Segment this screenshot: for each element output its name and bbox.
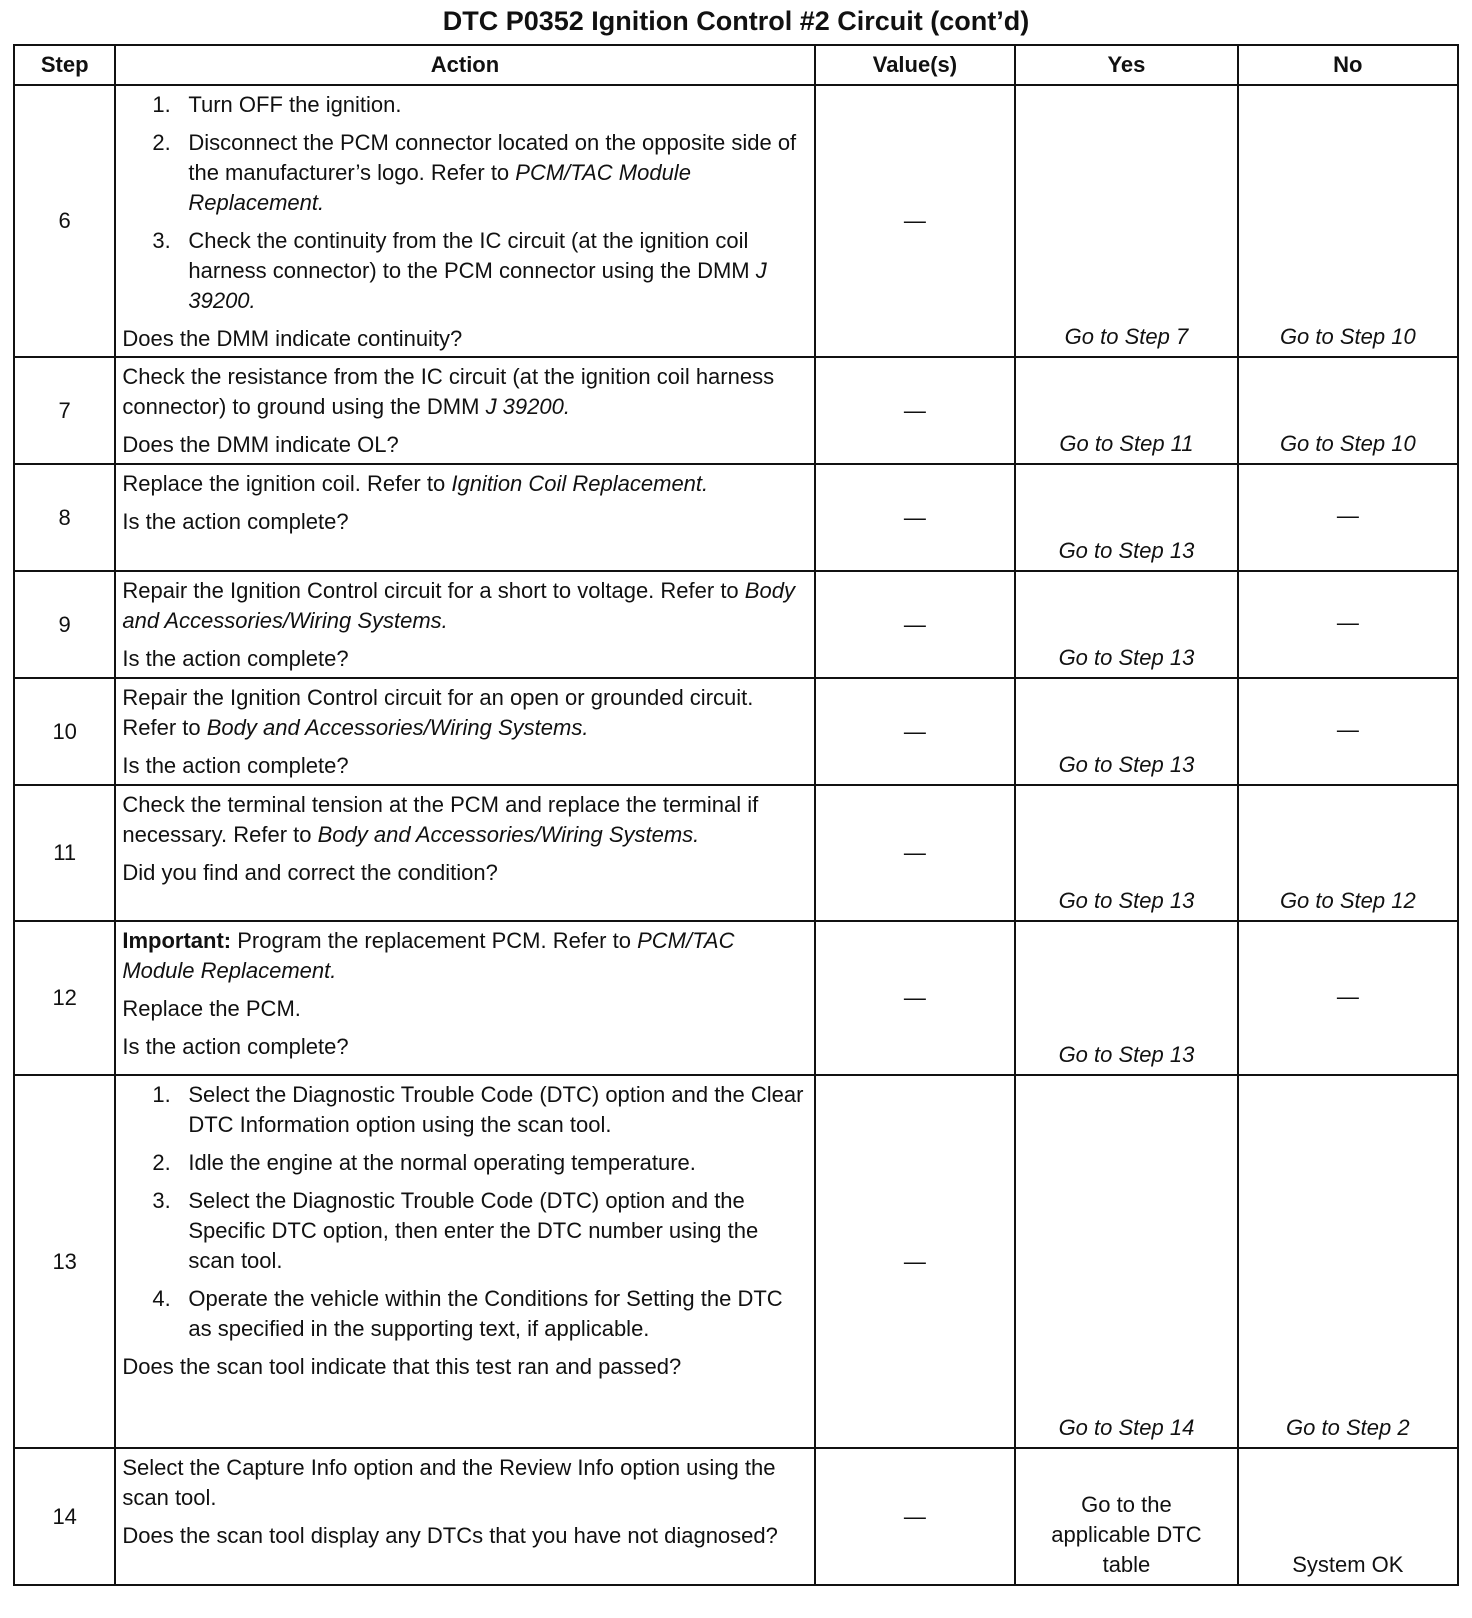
action-cell: Replace the ignition coil. Refer to Ignition Coil Replacement. Is the action complete? — [115, 464, 814, 571]
question-text: Does the scan tool indicate that this test ran and passed? — [122, 1354, 682, 1379]
list-item: 2. Disconnect the PCM connector located on the opposite side of the manufacturer’s logo. Refer to PCM/TAC Module Replacement. — [152, 130, 797, 215]
value-cell: — — [815, 85, 1016, 357]
header-row — [14, 45, 1458, 85]
question-text: Does the DMM indicate continuity? — [122, 326, 463, 351]
table-row — [14, 464, 1458, 571]
step-number: 7 — [14, 357, 115, 464]
reference-text: Body and Accessories/Wiring Systems. — [122, 578, 795, 633]
reference-text: PCM/TAC Module Replacement. — [188, 160, 691, 215]
header-yes: Yes — [1015, 45, 1237, 85]
value-cell: — — [815, 571, 1016, 678]
action-cell — [115, 1075, 814, 1448]
table-row — [14, 571, 1458, 678]
question-text: Is the action complete? — [122, 509, 349, 534]
step-number: 10 — [14, 678, 115, 785]
value-cell: — — [815, 1448, 1016, 1585]
action-cell: Repair the Ignition Control circuit for an open or grounded circuit. Refer to Body and Accessories/Wiring Systems. Is the action complete? — [115, 678, 814, 785]
list-item: 2. Idle the engine at the normal operating temperature. — [152, 1150, 696, 1175]
action-cell: Important: Program the replacement PCM. Refer to PCM/TAC Module Replacement. Replace the PCM. Is the action complete? — [115, 921, 814, 1075]
no-cell: — — [1238, 921, 1458, 1075]
header-action: Action — [115, 45, 814, 85]
no-cell: Go to Step 12 — [1238, 785, 1458, 921]
list-item: 3. Select the Diagnostic Trouble Code (DTC) option and the Specific DTC option, then enter the DTC number using the scan tool. — [152, 1188, 759, 1273]
header-step: Step — [14, 45, 115, 85]
table-row — [14, 921, 1458, 1075]
important-label: Important: — [122, 928, 232, 953]
reference-text: Body and Accessories/Wiring Systems. — [206, 715, 589, 740]
reference-text: Body and Accessories/Wiring Systems. — [317, 822, 700, 847]
reference-text: PCM/TAC Module Replacement. — [122, 928, 735, 983]
no-cell: Go to Step 2 — [1238, 1075, 1458, 1448]
yes-cell: Go to Step 11 — [1015, 357, 1237, 464]
action-cell: Check the resistance from the IC circuit (at the ignition coil harness connector) to ground using the DMM J 39200. Does the DMM indicate OL? — [115, 357, 814, 464]
yes-cell: Go to Step 13 — [1015, 464, 1237, 571]
question-text: Did you find and correct the condition? — [122, 860, 498, 885]
value-cell: — — [815, 678, 1016, 785]
action-cell: Repair the Ignition Control circuit for a short to voltage. Refer to Body and Accessories/Wiring Systems. Is the action complete? — [115, 571, 814, 678]
diagnostic-table — [13, 44, 1459, 1586]
step-number: 6 — [14, 85, 115, 357]
step-number: 14 — [14, 1448, 115, 1585]
table-row — [14, 785, 1458, 921]
table-row — [14, 1448, 1458, 1585]
action-cell: Select the Capture Info option and the Review Info option using the scan tool. Does the scan tool display any DTCs that you have not diagnosed? — [115, 1448, 814, 1585]
yes-cell: Go to Step 14 — [1015, 1075, 1237, 1448]
question-text: Is the action complete? — [122, 753, 349, 778]
no-cell: Go to Step 10 — [1238, 85, 1458, 357]
reference-text: Ignition Coil Replacement. — [451, 471, 709, 496]
no-cell: Go to Step 10 — [1238, 357, 1458, 464]
step-number: 9 — [14, 571, 115, 678]
action-cell — [115, 85, 814, 357]
table-row — [14, 1075, 1458, 1448]
action-cell: Check the terminal tension at the PCM and replace the terminal if necessary. Refer to Body and Accessories/Wiring Systems. Did you find and correct the condition? — [115, 785, 814, 921]
no-cell: System OK — [1238, 1448, 1458, 1585]
value-cell: — — [815, 357, 1016, 464]
reference-text: J 39200. — [485, 394, 570, 419]
no-cell: — — [1238, 571, 1458, 678]
yes-cell: Go to Step 13 — [1015, 785, 1237, 921]
header-values: Value(s) — [815, 45, 1016, 85]
list-item: 3. Check the continuity from the IC circuit (at the ignition coil harness connector) to the PCM connector using the DMM J 39200. — [152, 228, 767, 313]
list-item: 4. Operate the vehicle within the Conditions for Setting the DTC as specified in the supporting text, if applicable. — [152, 1286, 783, 1341]
step-number: 12 — [14, 921, 115, 1075]
no-cell: — — [1238, 678, 1458, 785]
step-number: 11 — [14, 785, 115, 921]
value-cell: — — [815, 921, 1016, 1075]
yes-cell: Go to Step 13 — [1015, 678, 1237, 785]
table-row — [14, 678, 1458, 785]
yes-cell: Go to Step 7 — [1015, 85, 1237, 357]
no-cell: — — [1238, 464, 1458, 571]
list-item: 1. Select the Diagnostic Trouble Code (DTC) option and the Clear DTC Information option using the scan tool. — [152, 1082, 804, 1137]
reference-text: J 39200. — [188, 258, 767, 313]
list-item: 1. Turn OFF the ignition. — [152, 92, 402, 117]
question-text: Is the action complete? — [122, 1034, 349, 1059]
step-number: 8 — [14, 464, 115, 571]
question-text: Does the DMM indicate OL? — [122, 432, 399, 457]
value-cell: — — [815, 1075, 1016, 1448]
yes-cell: Go to the applicable DTC table — [1015, 1448, 1237, 1585]
question-text: Is the action complete? — [122, 646, 349, 671]
header-no: No — [1238, 45, 1458, 85]
table-row — [14, 357, 1458, 464]
value-cell: — — [815, 464, 1016, 571]
step-number: 13 — [14, 1075, 115, 1448]
table-row — [14, 85, 1458, 357]
question-text: Does the scan tool display any DTCs that you have not diagnosed? — [122, 1523, 778, 1548]
page-title: DTC P0352 Ignition Control #2 Circuit (cont’d) — [442, 6, 1030, 36]
yes-cell: Go to Step 13 — [1015, 571, 1237, 678]
yes-cell: Go to Step 13 — [1015, 921, 1237, 1075]
value-cell: — — [815, 785, 1016, 921]
